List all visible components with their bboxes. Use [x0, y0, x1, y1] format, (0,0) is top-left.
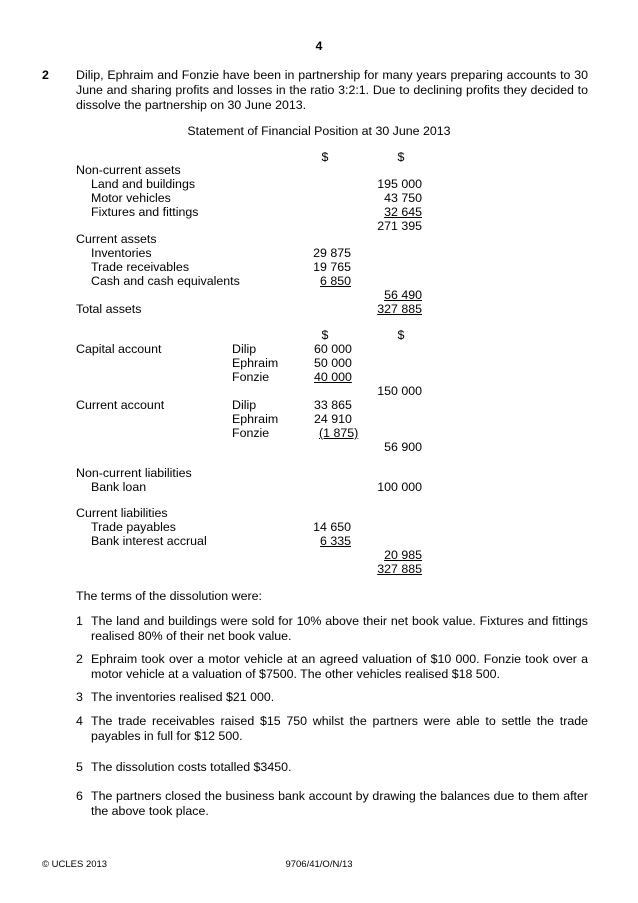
ca-heading: Current assets [76, 232, 157, 246]
nca-item-value: 32 645 [384, 205, 422, 219]
terms-heading: The terms of the dissolution were: [76, 589, 262, 603]
term-text: The partners closed the business bank account by drawing the balances due to them after the above took place. [91, 789, 588, 818]
total-assets-value: 327 885 [377, 302, 422, 316]
current-account-total: 56 900 [384, 440, 422, 454]
term-number: 5 [76, 760, 83, 774]
term-text: The dissolution costs totalled $3450. [91, 760, 292, 774]
ca-item-value: 19 765 [313, 260, 351, 274]
cl-item-label: Bank interest accrual [91, 534, 207, 548]
nca-total: 271 395 [377, 219, 422, 233]
question-number: 2 [42, 68, 49, 82]
capital-value: 60 000 [314, 342, 352, 356]
current-account-value: (1 875) [319, 426, 359, 440]
statement-title: Statement of Financial Position at 30 June 2013 [187, 124, 451, 138]
question-intro: Dilip, Ephraim and Fonzie have been in partnership for many years preparing accounts to 30 June and sharing profits and losses in the ratio 3:2:1. Due to declining profits they decided to dissolve the partnership on 30 June 2013. [76, 68, 588, 112]
ncl-item-value: 100 000 [377, 480, 422, 494]
partner-name: Ephraim [232, 356, 279, 370]
footer-copyright: © UCLES 2013 [42, 859, 108, 870]
current-account-value: 24 910 [314, 412, 352, 426]
ca-item-value: 6 850 [319, 274, 351, 288]
ca-item-label: Inventories [91, 246, 152, 260]
current-account-value: 33 865 [314, 398, 352, 412]
cl-heading: Current liabilities [76, 506, 168, 520]
footer-paper-code: 9706/41/O/N/13 [285, 859, 353, 870]
ca-item-label: Trade receivables [91, 260, 190, 274]
nca-item-value: 195 000 [377, 177, 422, 191]
total-assets-label: Total assets [76, 302, 142, 316]
nca-item-label: Land and buildings [91, 177, 196, 191]
term-text: The land and buildings were sold for 10% above their net book value. Fixtures and fittings realised 80% of their net book value. [91, 614, 588, 643]
term-text: The trade receivables raised $15 750 whilst the partners were able to settle the trade payables in full for $12 500. [91, 714, 588, 743]
capital-account-label: Capital account [76, 342, 162, 356]
term-text: Ephraim took over a motor vehicle at an agreed valuation of $10 000. Fonzie took over a motor vehicle at a valuation of $7500. The other vehicles realised $18 500. [91, 652, 588, 681]
cl-item-label: Trade payables [91, 520, 176, 534]
capital-value: 40 000 [314, 370, 352, 384]
capital-total: 150 000 [377, 384, 422, 398]
nca-item-value: 43 750 [384, 191, 422, 205]
capital-value: 50 000 [314, 356, 352, 370]
col-header-1: $ [321, 328, 329, 342]
term-number: 1 [76, 614, 83, 628]
current-account-label: Current account [76, 398, 165, 412]
ca-item-label: Cash and cash equivalents [91, 274, 240, 288]
ncl-item-label: Bank loan [91, 480, 147, 494]
partner-name: Dilip [232, 342, 257, 356]
partner-name: Fonzie [232, 370, 270, 384]
col-header-2: $ [397, 328, 405, 342]
nca-heading: Non-current assets [76, 163, 181, 177]
col-header-2: $ [397, 150, 405, 164]
col-header-1: $ [321, 150, 329, 164]
term-text: The inventories realised $21 000. [91, 690, 275, 704]
nca-item-label: Motor vehicles [91, 191, 171, 205]
term-number: 4 [76, 714, 83, 728]
term-number: 6 [76, 789, 83, 803]
ncl-heading: Non-current liabilities [76, 466, 192, 480]
cl-item-value: 6 335 [319, 534, 351, 548]
partner-name: Dilip [232, 398, 257, 412]
ca-item-value: 29 875 [313, 246, 351, 260]
term-number: 3 [76, 690, 83, 704]
partner-name: Ephraim [232, 412, 279, 426]
cl-total: 20 985 [384, 548, 422, 562]
nca-item-label: Fixtures and fittings [91, 205, 199, 219]
grand-total: 327 885 [377, 562, 422, 576]
partner-name: Fonzie [232, 426, 270, 440]
term-number: 2 [76, 652, 83, 666]
ca-total: 56 490 [384, 288, 422, 302]
page-number: 4 [315, 39, 323, 53]
cl-item-value: 14 650 [313, 520, 351, 534]
